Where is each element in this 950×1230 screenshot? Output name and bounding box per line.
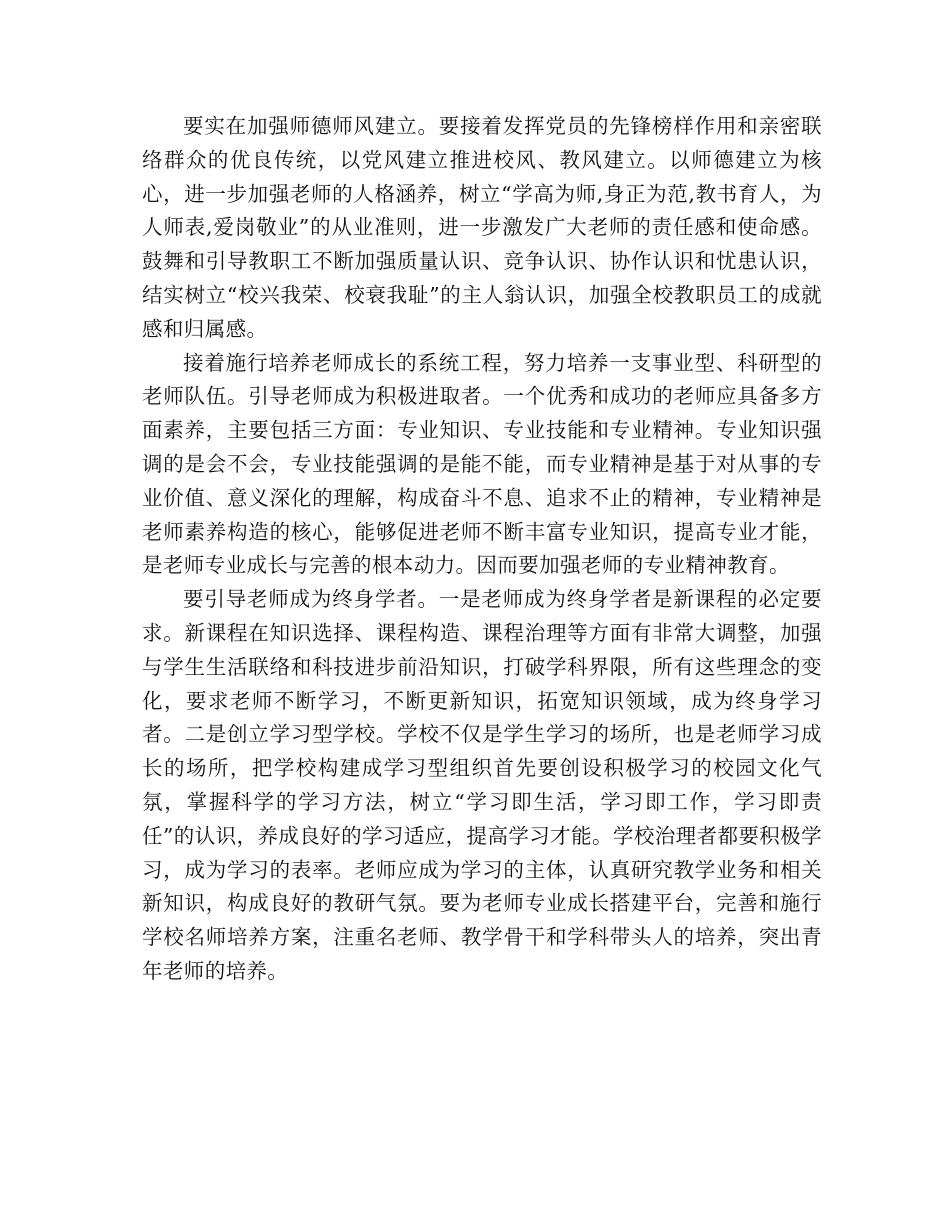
paragraph-teacher-growth: 接着施行培养老师成长的系统工程，努力培养一支事业型、科研型的老师队伍。引导老师成为积极进取者。一个优秀和成功的老师应具备多方面素养，主要包括三方面：专业知识、专业技能和专业精神。专业知识强调的是会不会，专业技能强调的是能不能，而专业精神是基于对从事的专业价值、意义深化的理解，构成奋斗不息、追求不止的精神，专业精神是老师素养构造的核心，能够促进老师不断丰富专业知识，提高专业才能，是老师专业成长与完善的根本动力。因而要加强老师的专业精神教育。 xyxy=(142,350,822,578)
paragraph-teacher-ethics: 要实在加强师德师风建立。要接着发挥党员的先锋榜样作用和亲密联络群众的优良传统，以党风建立推进校风、教风建立。以师德建立为核心，进一步加强老师的人格涵养，树立“学高为师,身正为范,教书育人，为人师表,爱岗敬业”的从业准则，进一步激发广大老师的责任感和使命感。鼓舞和引导教职工不断加强质量认识、竞争认识、协作认识和忧患认识，结实树立“校兴我荣、校衰我耻”的主人翁认识，加强全校教职员工的成就感和归属感。 xyxy=(142,114,822,341)
document-page xyxy=(142,110,822,989)
paragraph-lifelong-learning: 要引导老师成为终身学者。一是老师成为终身学者是新课程的必定要求。新课程在知识选择、课程构造、课程治理等方面有非常大调整，加强与学生生活联络和科技进步前沿知识，打破学科界限，所有这些理念的变化，要求老师不断学习，不断更新知识，拓宽知识领域，成为终身学习者。二是创立学习型学校。学校不仅是学生学习的场所，也是老师学习成长的场所，把学校构建成学习型组织首先要创设积极学习的校园文化气氛，掌握科学的学习方法，树立“学习即生活，学习即工作，学习即责任”的认识，养成良好的学习适应，提高学习才能。学校治理者都要积极学习，成为学习的表率。老师应成为学习的主体，认真研究教学业务和相关新知识，构成良好的教研气氛。要为老师专业成长搭建平台，完善和施行学校名师培养方案，注重名老师、教学骨干和学科带头人的培养，突出青年老师的培养。 xyxy=(142,587,822,983)
